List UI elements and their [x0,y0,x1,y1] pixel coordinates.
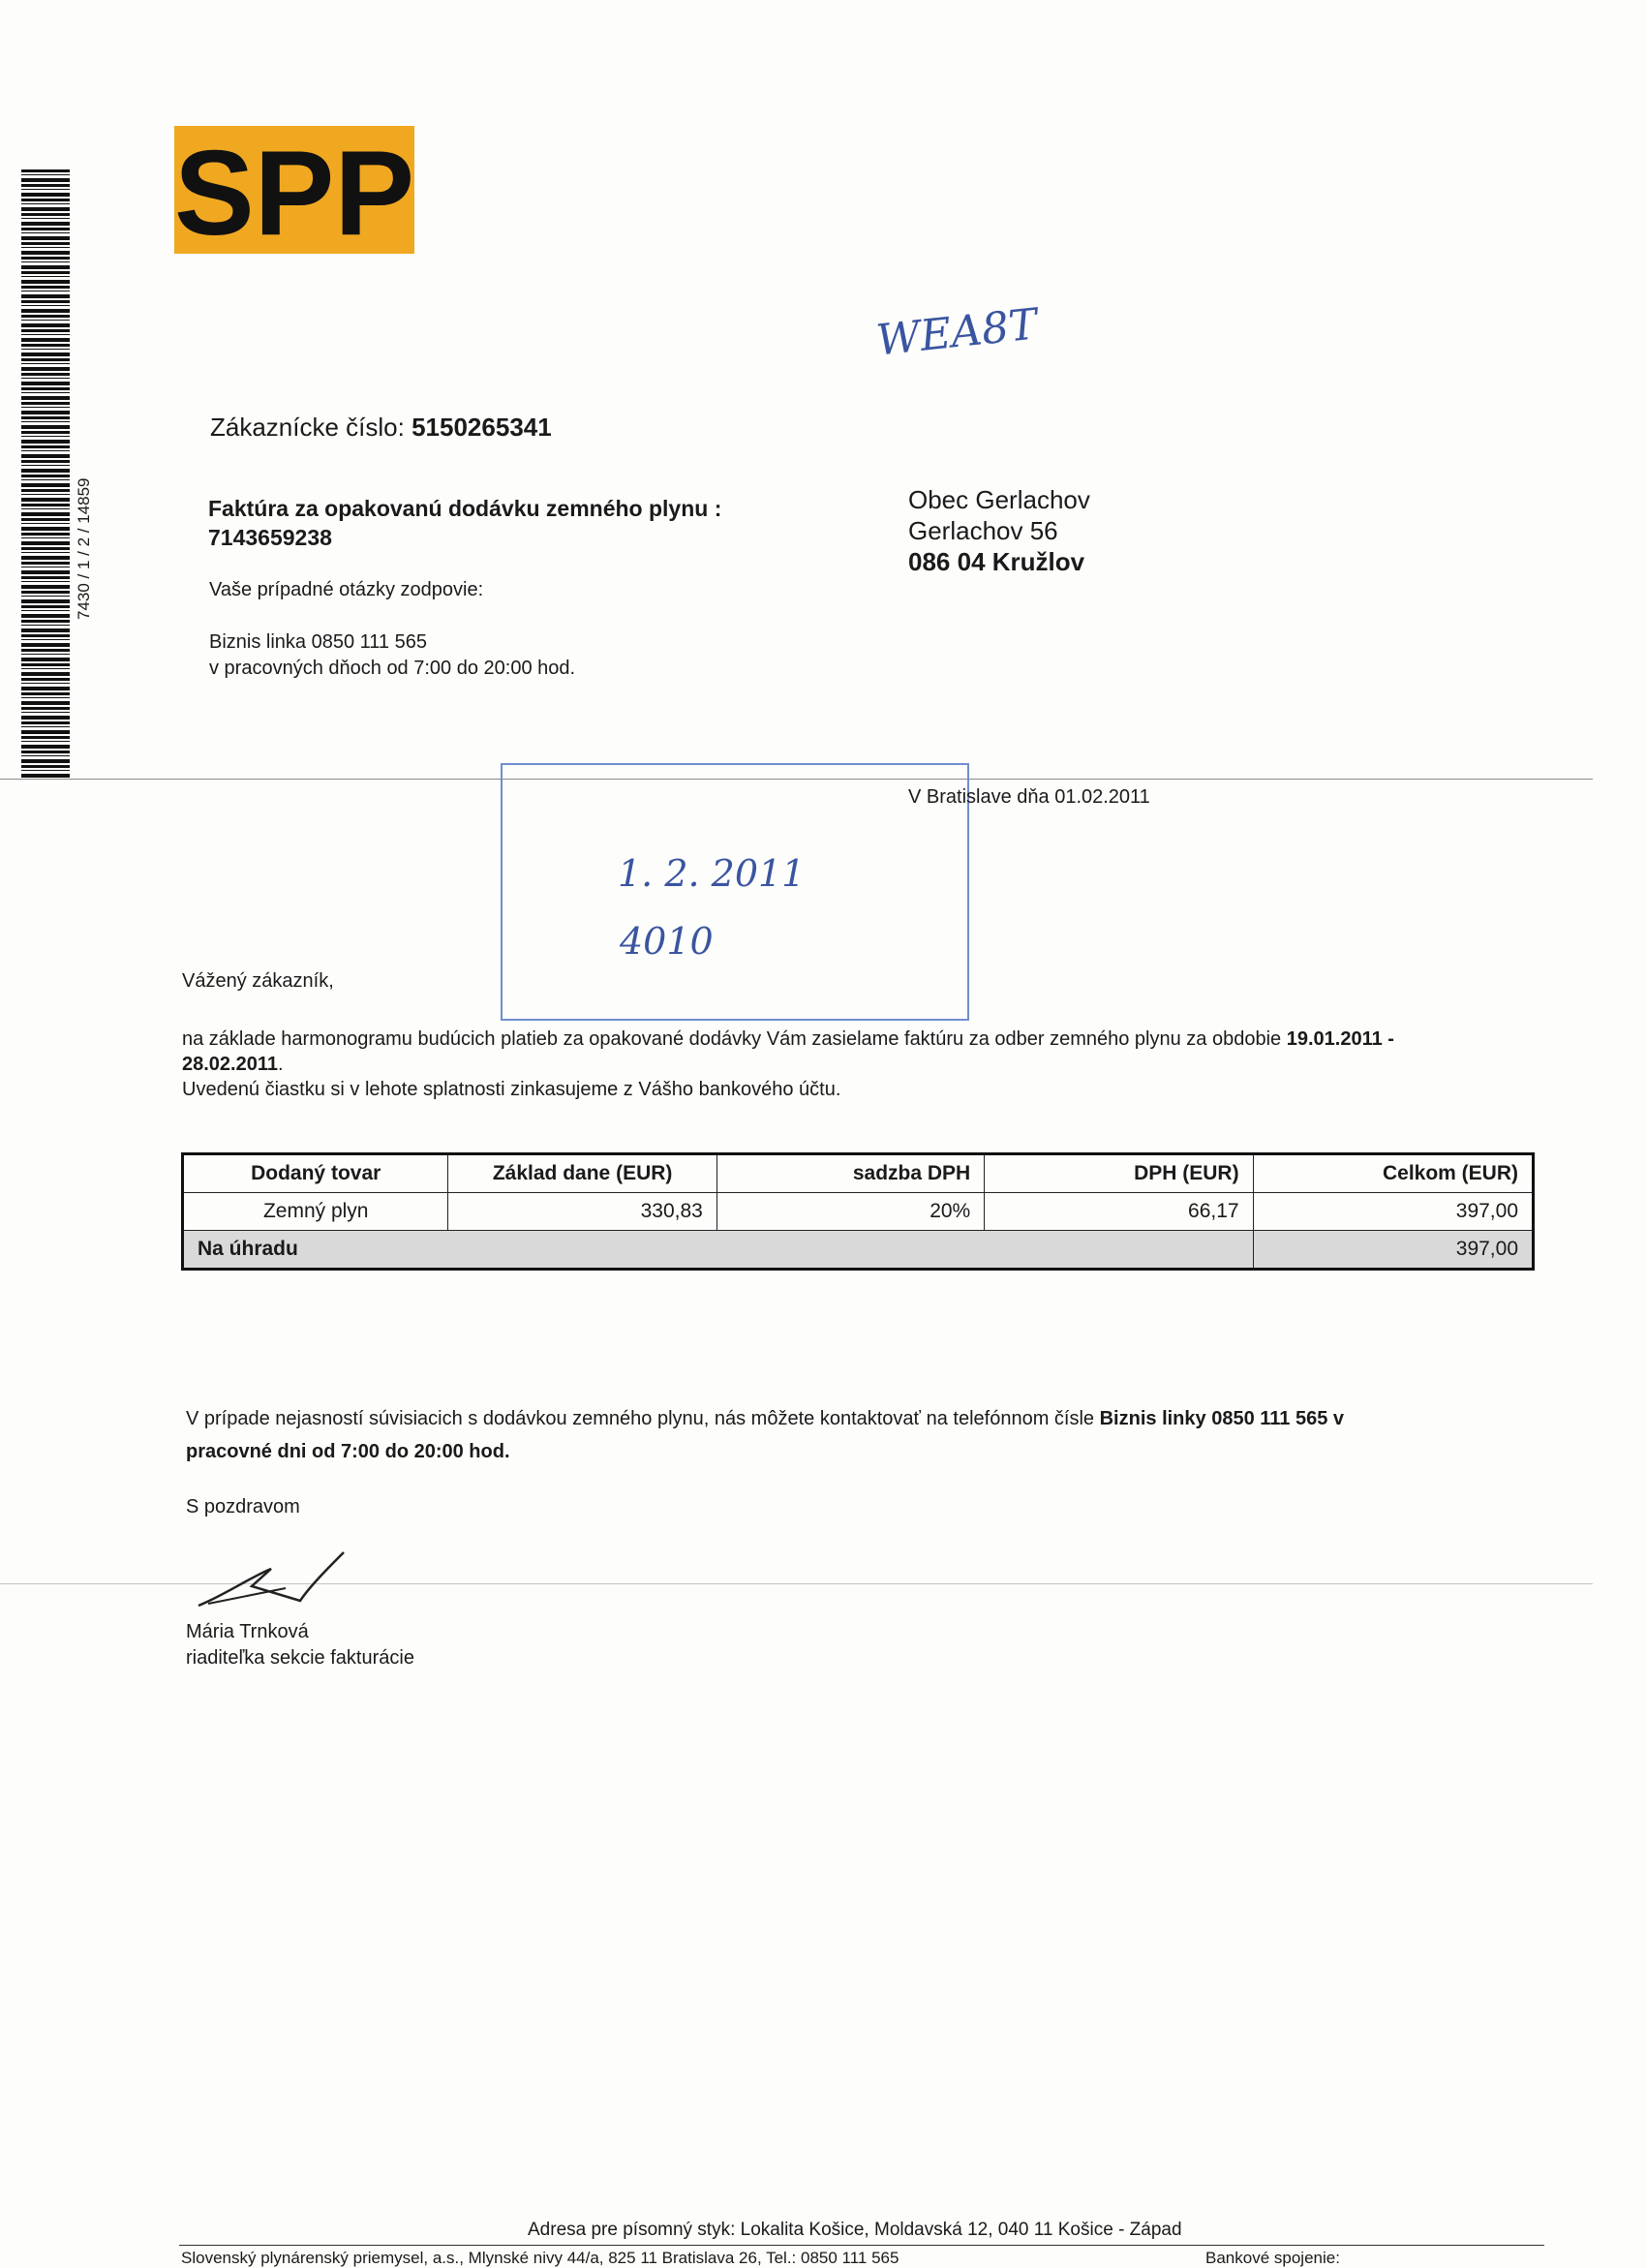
stamp-date: 1. 2. 2011 [618,852,806,895]
invoice-table [181,1152,1535,1271]
customer-number-line [210,413,552,443]
signer-name: Mária Trnková [186,1621,309,1642]
table-row [183,1193,1534,1231]
recipient-street: Gerlachov 56 [908,516,1058,545]
letter-body [182,1027,1547,1102]
table-total-row [183,1231,1534,1270]
invoice-title: Faktúra za opakovanú dodávku zemného plynu : [208,496,722,521]
hotline-number: Biznis linka 0850 111 565 [209,631,427,653]
customer-number-label: Zákaznícke číslo: [210,413,405,442]
total-value: 397,00 [1253,1231,1533,1270]
signature [194,1548,358,1615]
header-vat-rate: sadzba DPH [716,1154,984,1193]
contact-hotline: Biznis linky 0850 111 565 v [1099,1408,1345,1429]
contact-text: V prípade nejasností súvisiacich s dodávkou zemného plynu, nás môžete kontaktovať na telefónnom čísle [186,1408,1100,1429]
contact-hours: pracovné dni od 7:00 do 20:00 hod. [186,1441,510,1462]
signer-title: riaditeľka sekcie fakturácie [186,1647,414,1669]
spp-logo [174,126,414,254]
cell-total: 397,00 [1253,1193,1533,1231]
contact-paragraph [186,1402,1541,1468]
footer-address: Adresa pre písomný styk: Lokalita Košice, Moldavská 12, 040 11 Košice - Západ [528,2220,1182,2240]
table-header-row [183,1154,1534,1193]
period-end: 28.02.2011 [182,1054,278,1075]
logo-text: SPP [174,127,414,254]
header-vat: DPH (EUR) [985,1154,1253,1193]
cell-goods: Zemný plyn [183,1193,448,1231]
letter-period-end-dot: . [278,1054,284,1075]
header-total: Celkom (EUR) [1253,1154,1533,1193]
letter-paragraph-2: Uvedenú čiastku si v lehote splatnosti zinkasujeme z Vášho bankového účtu. [182,1079,841,1100]
stamp-code: 4010 [620,920,714,963]
barcode-number: 7430 / 1 / 2 / 14859 [75,477,93,620]
invoice-number: 7143659238 [208,525,332,550]
hotline-hours: v pracovných dňoch od 7:00 do 20:00 hod. [209,658,576,679]
questions-line: Vaše prípadné otázky zodpovie: [209,579,484,600]
salutation: Vážený zákazník, [182,970,334,992]
cell-tax-base: 330,83 [448,1193,716,1231]
letter-paragraph-1 [182,1027,1547,1077]
period-start: 19.01.2011 - [1286,1028,1394,1050]
hotline-block [209,629,575,682]
date-line: V Bratislave dňa 01.02.2011 [908,786,1150,808]
recipient-address [908,484,1090,577]
handwritten-initials: WEA8T [873,299,1040,366]
letter-text: na základe harmonogramu budúcich platieb za opakované dodávky Vám zasielame faktúru za odber zemného plynu za obdobie [182,1028,1287,1050]
recipient-city: 086 04 Kružlov [908,547,1085,576]
header-goods: Dodaný tovar [183,1154,448,1193]
footer-rule [179,2245,1544,2246]
total-label: Na úhradu [183,1231,1254,1270]
signer-block [186,1619,414,1671]
cell-vat: 66,17 [985,1193,1253,1231]
barcode [21,169,70,780]
recipient-name: Obec Gerlachov [908,485,1090,514]
customer-number: 5150265341 [412,413,552,442]
cell-vat-rate: 20% [716,1193,984,1231]
header-tax-base: Základ dane (EUR) [448,1154,716,1193]
closing: S pozdravom [186,1496,300,1517]
footer-bank: Bankové spojenie: [1205,2249,1340,2267]
footer-company: Slovenský plynárenský priemysel, a.s., Mlynské nivy 44/a, 825 11 Bratislava 26, Tel.: 0850 111 565 [181,2249,899,2267]
invoice-title-block [208,494,721,552]
